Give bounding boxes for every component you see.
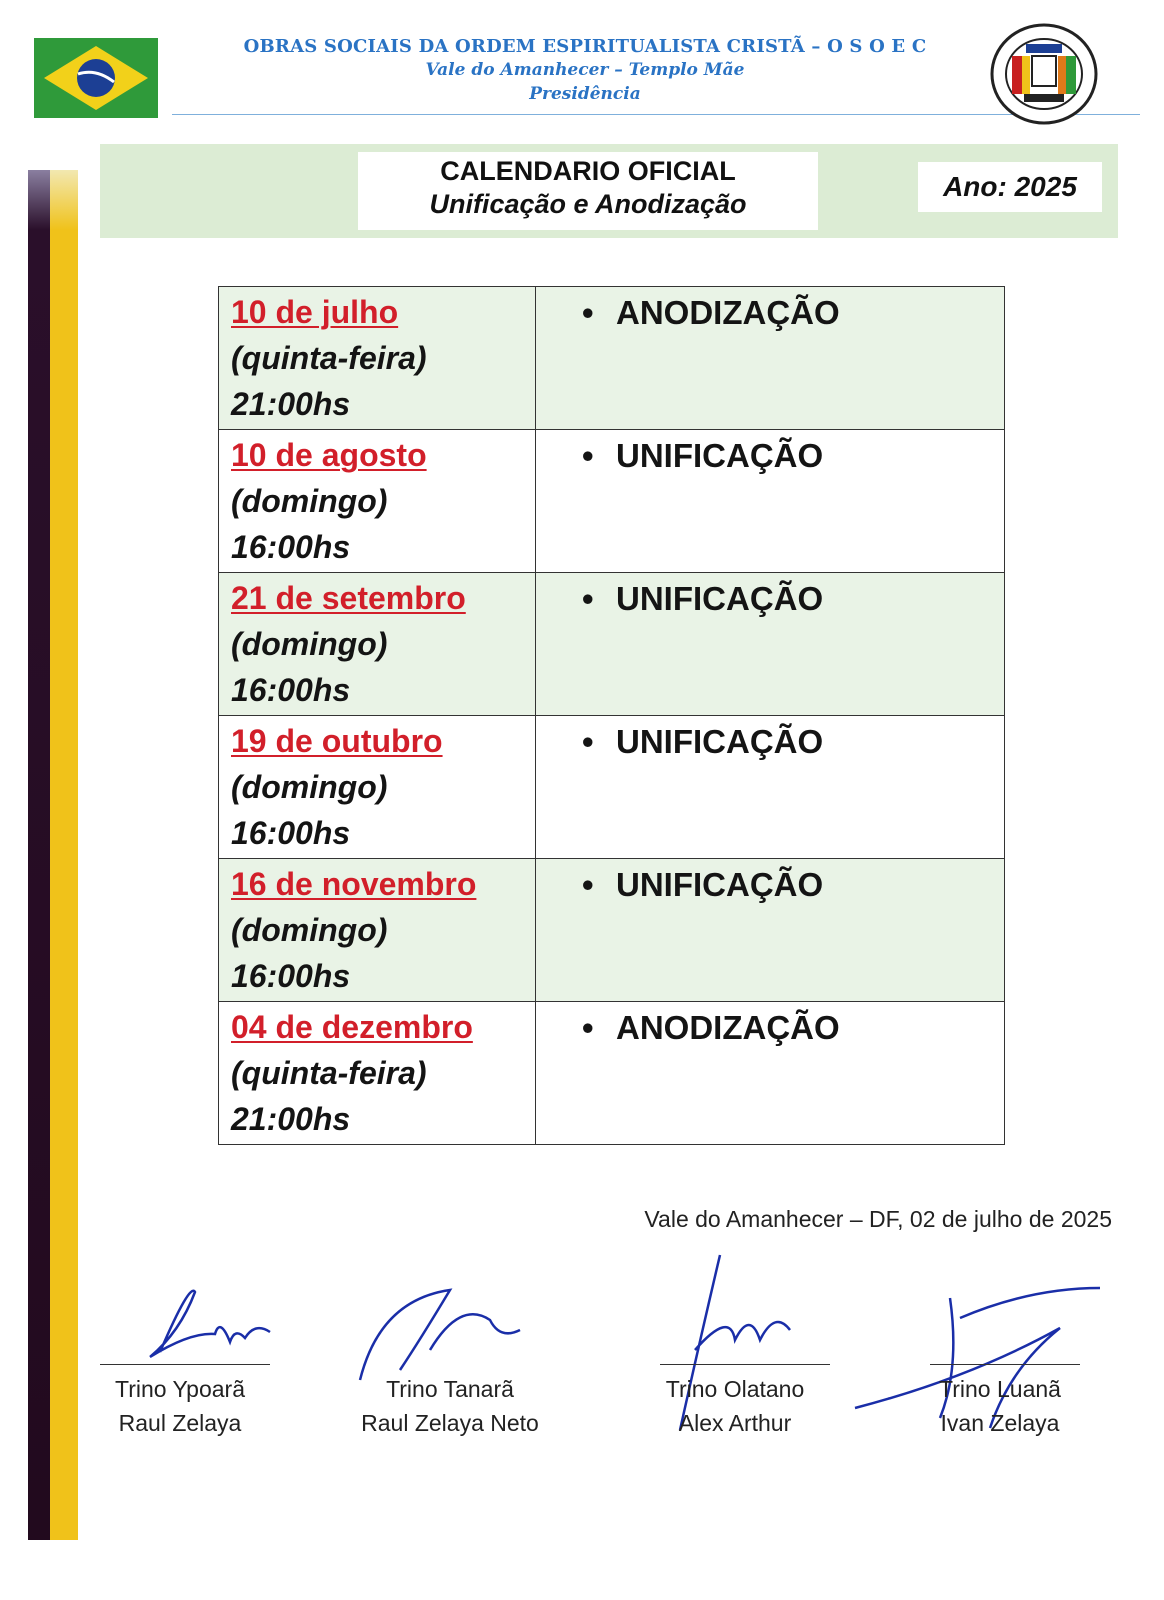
event-type [582, 720, 1004, 764]
calendar-title-box [358, 152, 818, 230]
table-row [219, 287, 1005, 430]
signatory-3 [650, 1372, 820, 1440]
event-label: ANODIZAÇÃO [616, 1009, 840, 1046]
signature-line [930, 1364, 1080, 1365]
signatory-name: Raul Zelaya Neto [361, 1410, 539, 1436]
event-time: 21:00hs [231, 1101, 351, 1137]
year-label: Ano: 2025 [918, 162, 1102, 212]
bullet-icon: • [582, 866, 594, 903]
signature-mark [120, 1272, 290, 1372]
event-weekday: (domingo) [231, 626, 388, 662]
event-type [582, 1006, 1004, 1050]
table-row [219, 716, 1005, 859]
event-label: ANODIZAÇÃO [616, 294, 840, 331]
event-cell [536, 859, 1005, 1002]
signatory-name: Raul Zelaya [118, 1410, 242, 1436]
event-time: 16:00hs [231, 529, 351, 565]
event-date: 10 de agosto [231, 437, 427, 473]
date-cell [219, 573, 536, 716]
event-weekday: (domingo) [231, 912, 388, 948]
bullet-icon: • [582, 723, 594, 760]
calendar-subtitle: Unificação e Anodização [429, 189, 747, 219]
signature-line [660, 1364, 830, 1365]
calendar-title: CALENDARIO OFICIAL [440, 156, 736, 186]
left-dark-stripe [28, 170, 50, 1540]
event-cell [536, 287, 1005, 430]
event-weekday: (quinta-feira) [231, 340, 427, 376]
schedule-body [219, 287, 1005, 1145]
table-row [219, 430, 1005, 573]
event-date: 19 de outubro [231, 723, 443, 759]
date-cell [219, 1002, 536, 1145]
signatory-role: Trino Luanã [939, 1376, 1061, 1402]
event-cell [536, 573, 1005, 716]
left-yellow-stripe [50, 170, 78, 1540]
event-label: UNIFICAÇÃO [616, 580, 824, 617]
event-type [582, 291, 1004, 335]
signatory-role: Trino Tanarã [386, 1376, 514, 1402]
department-label: Presidência [529, 84, 641, 104]
date-cell [219, 430, 536, 573]
event-cell [536, 716, 1005, 859]
event-time: 16:00hs [231, 672, 351, 708]
event-type [582, 434, 1004, 478]
signatory-4 [920, 1372, 1080, 1440]
schedule-table [218, 286, 1005, 1145]
event-time: 21:00hs [231, 386, 351, 422]
table-row [219, 859, 1005, 1002]
table-row [219, 1002, 1005, 1145]
event-weekday: (quinta-feira) [231, 1055, 427, 1091]
event-label: UNIFICAÇÃO [616, 866, 824, 903]
event-date: 10 de julho [231, 294, 399, 330]
signatory-name: Alex Arthur [678, 1410, 792, 1436]
place-and-date: Vale do Amanhecer – DF, 02 de julho de 2025 [644, 1206, 1112, 1232]
event-date: 21 de setembro [231, 580, 466, 616]
date-cell [219, 287, 536, 430]
signatory-role: Trino Olatano [665, 1376, 805, 1402]
signatory-2 [340, 1372, 560, 1440]
bullet-icon: • [582, 580, 594, 617]
bullet-icon: • [582, 1009, 594, 1046]
event-time: 16:00hs [231, 815, 351, 851]
event-label: UNIFICAÇÃO [616, 437, 824, 474]
organization-title: OBRAS SOCIAIS DA ORDEM ESPIRITUALISTA CRISTÃ – O S O E C [243, 36, 927, 57]
date-cell [219, 716, 536, 859]
signatory-name: Ivan Zelaya [940, 1410, 1060, 1436]
signatory-role: Trino Ypoarã [115, 1376, 245, 1402]
signatory-1 [90, 1372, 270, 1440]
date-cell [219, 859, 536, 1002]
event-weekday: (domingo) [231, 483, 388, 519]
organization-subtitle: Vale do Amanhecer – Templo Mãe [425, 60, 745, 80]
bullet-icon: • [582, 437, 594, 474]
event-cell [536, 1002, 1005, 1145]
event-date: 04 de dezembro [231, 1009, 473, 1045]
event-type [582, 577, 1004, 621]
event-time: 16:00hs [231, 958, 351, 994]
event-cell [536, 430, 1005, 573]
event-date: 16 de novembro [231, 866, 477, 902]
signature-line [100, 1364, 270, 1365]
event-weekday: (domingo) [231, 769, 388, 805]
event-label: UNIFICAÇÃO [616, 723, 824, 760]
osoec-seal-icon [988, 22, 1100, 126]
bullet-icon: • [582, 294, 594, 331]
event-type [582, 863, 1004, 907]
brazil-flag-icon [34, 38, 158, 118]
table-row [219, 573, 1005, 716]
